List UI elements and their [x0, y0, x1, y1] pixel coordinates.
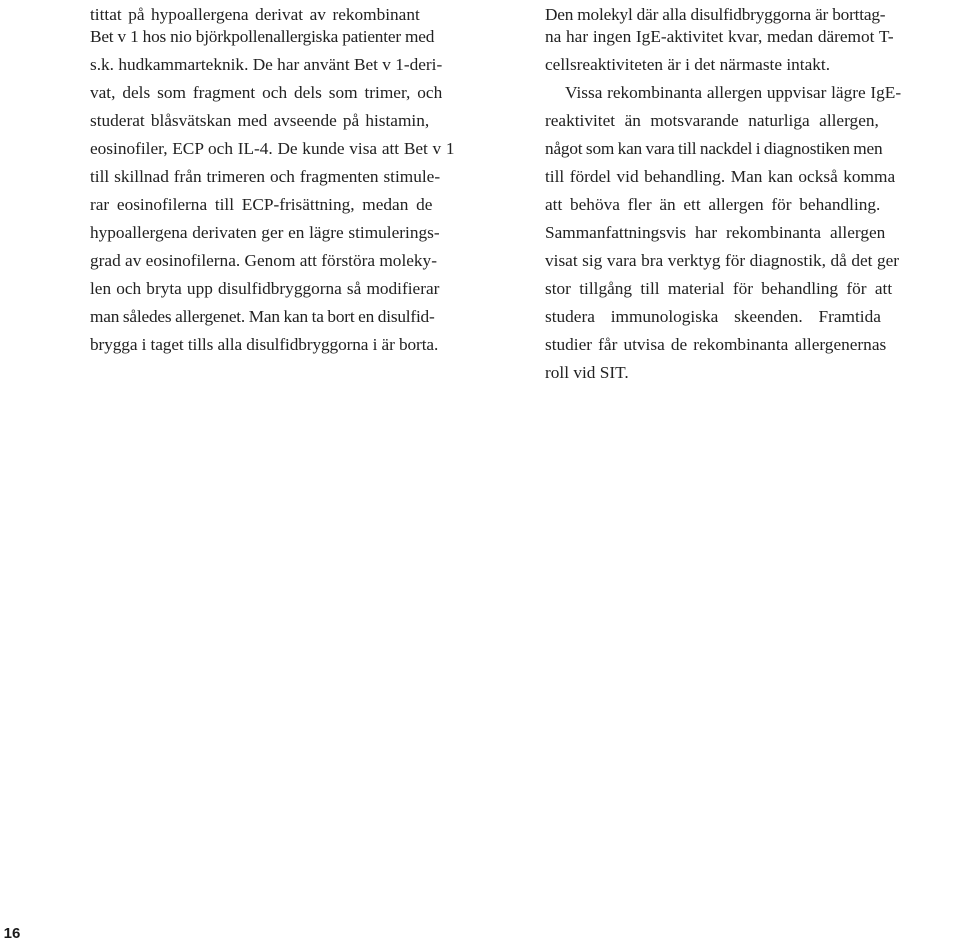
text-line: grad av eosinofilerna. Genom att förstöra moleky-	[90, 251, 437, 270]
text-line: man således allergenet. Man kan ta bort en disulfid-	[90, 307, 435, 326]
text-line: Den molekyl där alla disulfidbryggorna är borttag-	[545, 5, 886, 24]
text-line: eosinofiler, ECP och IL-4. De kunde visa att Bet v 1	[90, 139, 455, 158]
text-line: att behöva fler än ett allergen för behandling.	[545, 195, 881, 214]
text-line: len och bryta upp disulfidbryggorna så modifierar	[90, 279, 440, 298]
text-line: studera immunologiska skeenden. Framtida	[545, 307, 881, 326]
text-line: visat sig vara bra verktyg för diagnostik, då det ger	[545, 251, 900, 270]
text-line: roll vid SIT.	[545, 363, 629, 382]
text-line: brygga i taget tills alla disulfidbryggorna i är borta.	[90, 335, 439, 354]
text-line: vat, dels som fragment och dels som trimer, och	[90, 83, 443, 102]
text-line: Bet v 1 hos nio björkpollenallergiska patienter med	[90, 27, 435, 46]
text-line: s.k. hudkammarteknik. De har använt Bet v 1-deri-	[90, 55, 443, 74]
text-line: Sammanfattningsvis har rekombinanta allergen	[545, 223, 886, 242]
text-line: stor tillgång till material för behandling för att	[545, 279, 893, 298]
text-line: cellsreaktiviteten är i det närmaste intakt.	[545, 55, 831, 74]
text-line: reaktivitet än motsvarande naturliga allergen,	[545, 111, 879, 130]
text-line: studerat blåsvätskan med avseende på histamin,	[90, 111, 430, 130]
text-line: na har ingen IgE-aktivitet kvar, medan däremot T-	[545, 27, 894, 46]
text-line: något som kan vara till nackdel i diagnostiken men	[545, 139, 883, 158]
page-number: 16	[3, 925, 21, 942]
text-line: till skillnad från trimeren och fragmenten stimule-	[90, 167, 441, 186]
text-line: tittat på hypoallergena derivat av rekombinant	[90, 5, 420, 24]
text-line: studier får utvisa de rekombinanta allergenernas	[545, 335, 887, 354]
text-line: rar eosinofilerna till ECP-frisättning, medan de	[90, 195, 433, 214]
text-line: till fördel vid behandling. Man kan också komma	[545, 167, 896, 186]
text-line: hypoallergena derivaten ger en lägre stimulerings-	[90, 223, 440, 242]
text-line: Vissa rekombinanta allergen uppvisar lägre IgE-	[565, 83, 902, 102]
